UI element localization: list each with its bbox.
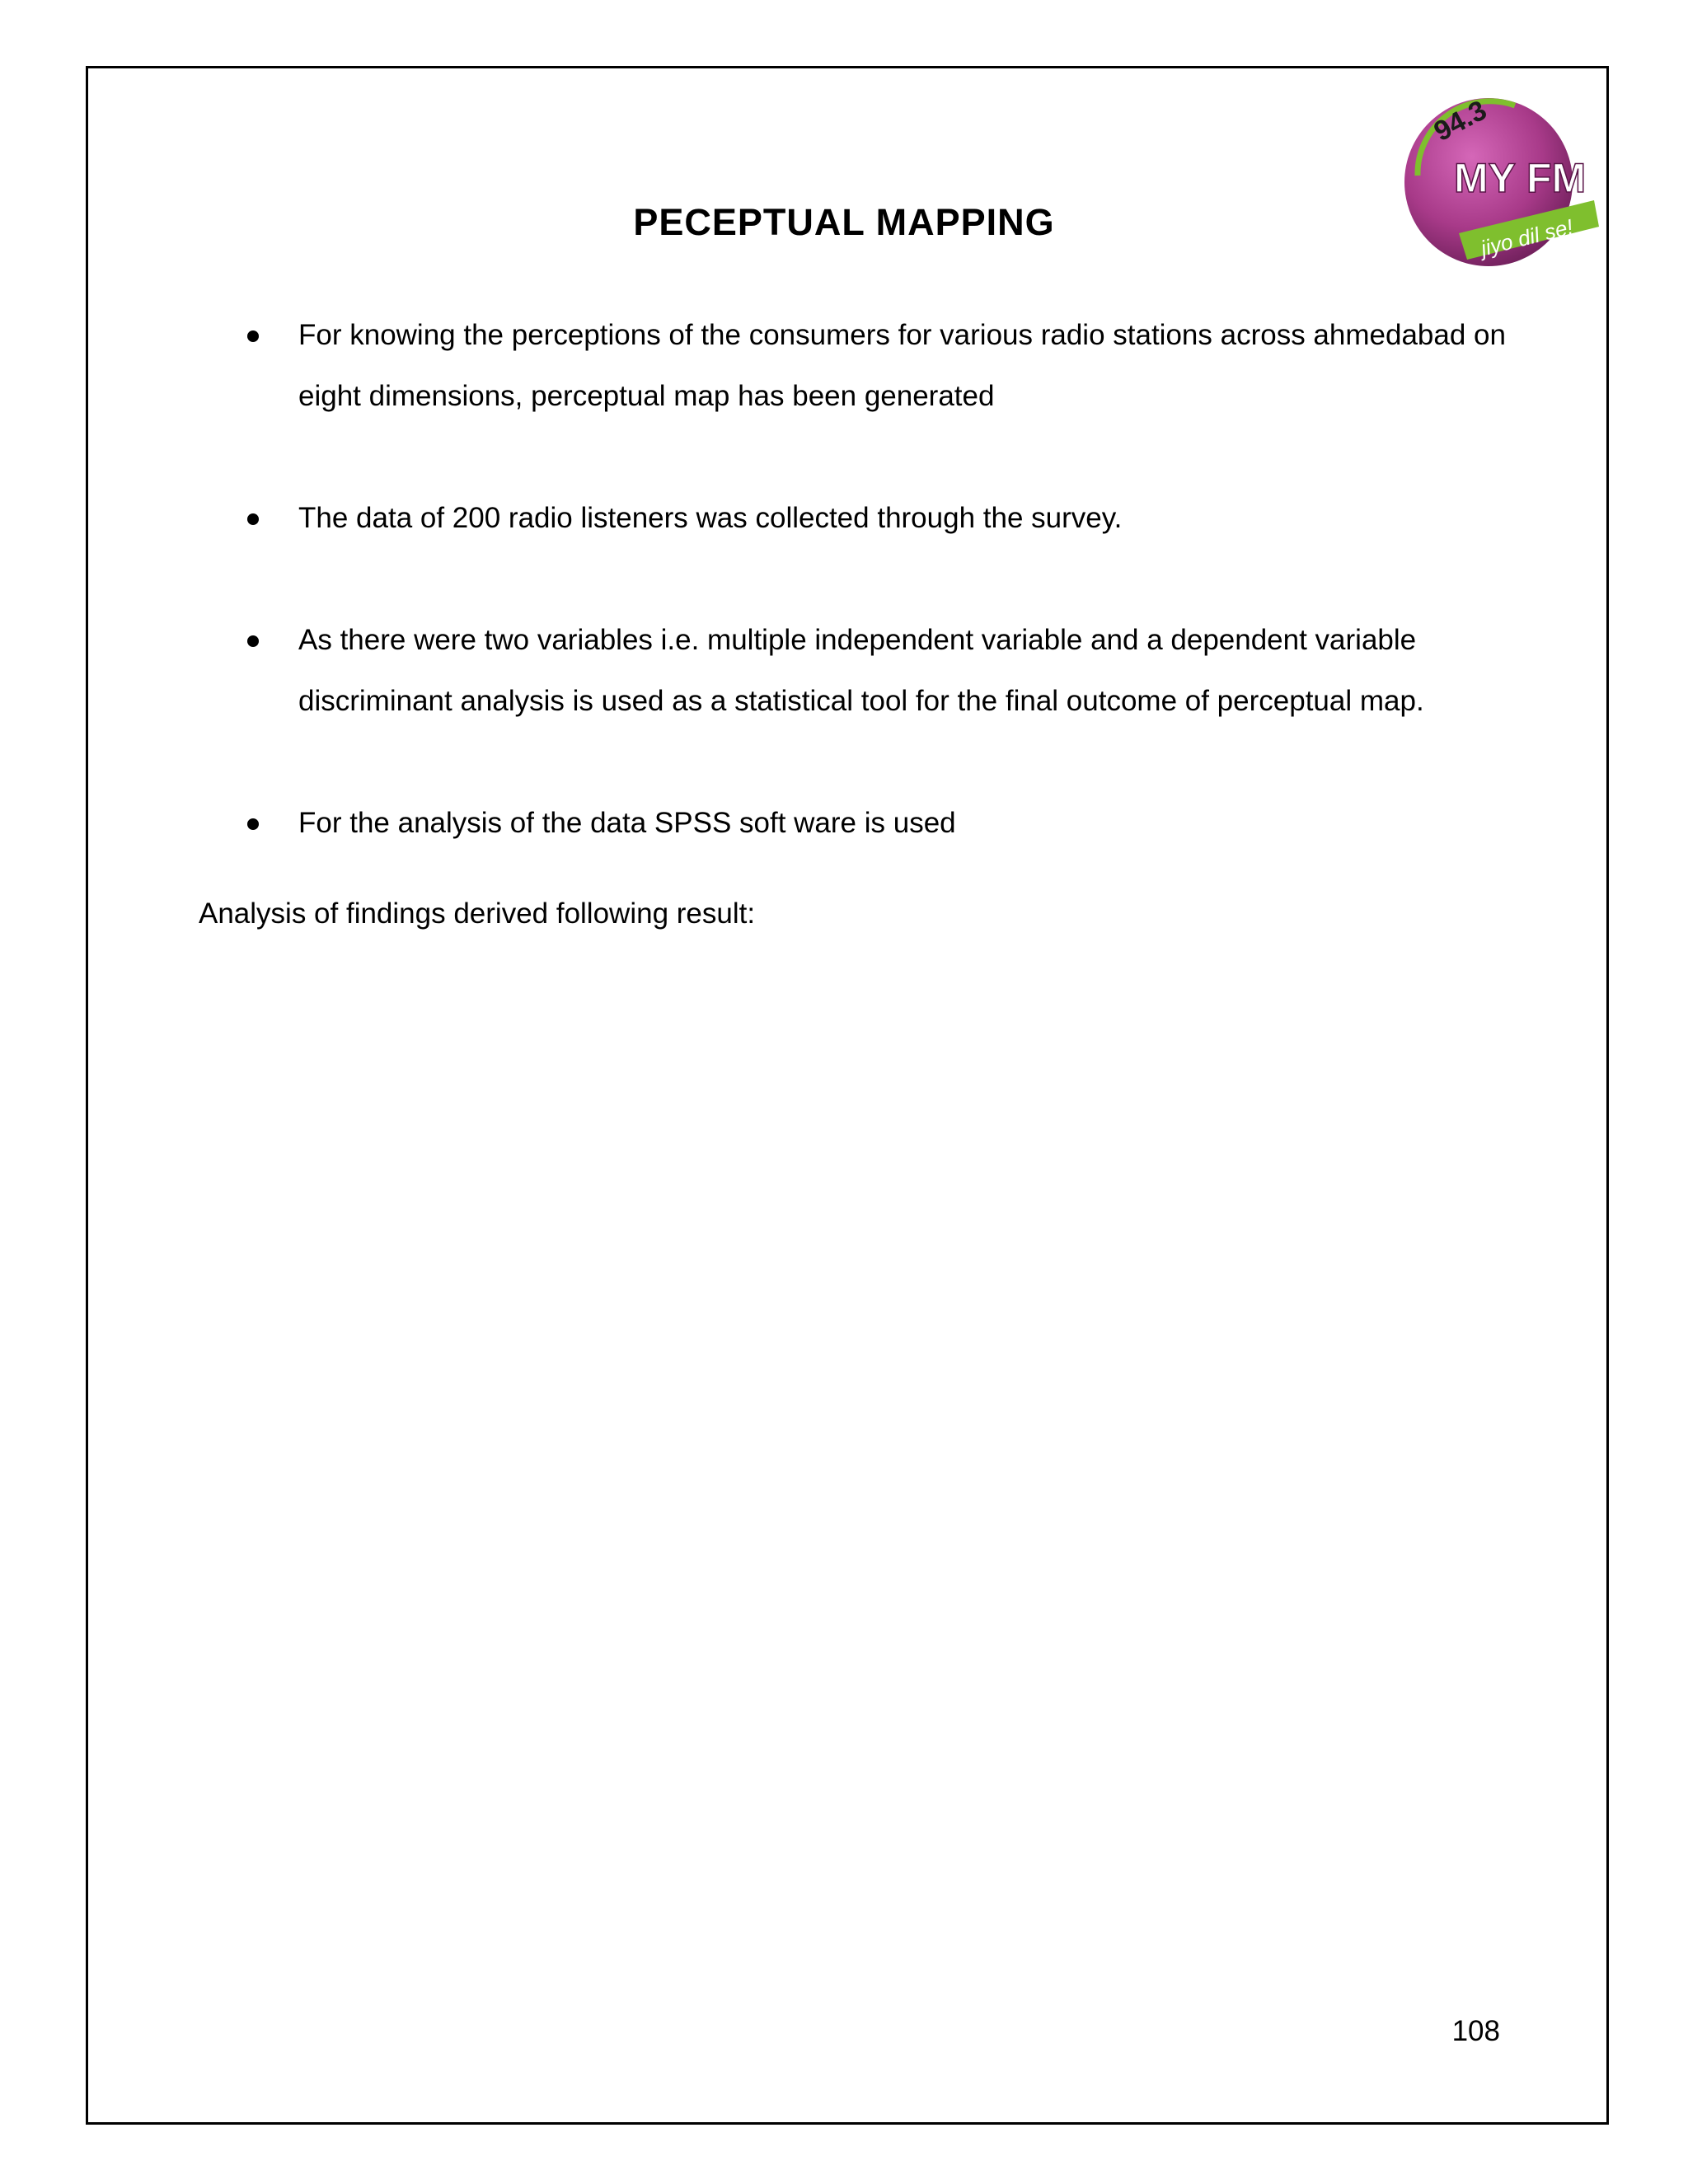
bullet-text: For the analysis of the data SPSS soft ware is used — [298, 807, 956, 839]
bullet-icon — [247, 635, 259, 647]
bullet-icon — [247, 818, 259, 830]
logo-frequency: 94.3 — [1428, 94, 1492, 148]
list-item — [247, 793, 1508, 854]
logo-brand: MY FM — [1454, 155, 1587, 201]
bullet-icon — [247, 513, 259, 525]
analysis-note: Analysis of findings derived following result: — [199, 898, 756, 930]
list-item — [247, 488, 1508, 549]
bullet-text: For knowing the perceptions of the consumers for various radio stations across ahmedabad on eight dimensions, perceptual map has been generated — [298, 319, 1506, 412]
logo-tagline: jiyo dil se! — [1478, 213, 1576, 261]
list-item — [247, 610, 1508, 732]
myfm-logo — [1391, 77, 1604, 287]
bullet-text: As there were two variables i.e. multiple independent variable and a dependent variable discriminant analysis is used as a statistical tool for the final outcome of perceptual map. — [298, 624, 1424, 717]
list-item — [247, 305, 1508, 427]
page-title: PECEPTUAL MAPPING — [633, 201, 1055, 243]
page-number: 108 — [1451, 2015, 1500, 2047]
bullet-list — [247, 305, 1508, 854]
bullet-icon — [247, 330, 259, 342]
bullet-text: The data of 200 radio listeners was collected through the survey. — [298, 502, 1123, 534]
